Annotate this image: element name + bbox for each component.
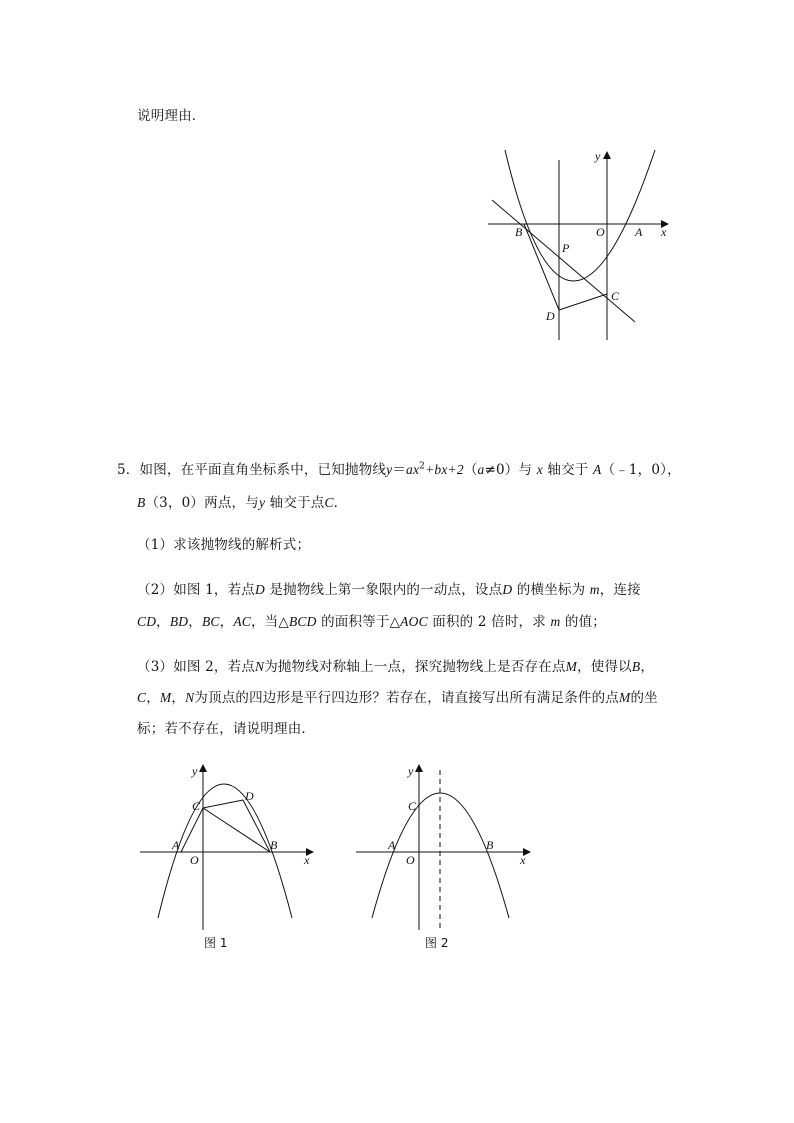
top-label-p: P xyxy=(562,241,570,255)
top-label-o: O xyxy=(596,225,605,239)
fig2-label-c: C xyxy=(408,799,417,813)
question-part2-line1: （2）如图 1，若点D 是抛物线上第一象限内的一动点，设点D 的横坐标为 m，连接 xyxy=(137,582,641,598)
top-label-d: D xyxy=(546,309,555,323)
fig1-caption: 图 1 xyxy=(204,936,228,950)
fig2-label-b: B xyxy=(486,838,494,852)
fig1-label-c: C xyxy=(192,799,201,813)
fig2-caption: 图 2 xyxy=(425,936,449,950)
fig1-label-d: D xyxy=(245,789,254,803)
question-part3-line3: 标；若不存在，请说明理由． xyxy=(137,721,316,737)
question-stem-line1: 5．如图，在平面直角坐标系中，已知抛物线$y=ax^2+bx+2(a\ne 0)$与 x 轴交于 A（﹣1，0）， xyxy=(117,461,681,478)
fig1-label-b: B xyxy=(270,838,278,852)
fig1-label-a: A xyxy=(172,838,180,852)
fig1-label-y: y xyxy=(192,764,198,778)
top-label-a: A xyxy=(635,225,643,239)
fig2-label-y: y xyxy=(408,764,414,778)
fig1-label-x: x xyxy=(304,853,310,867)
fig2-label-x: x xyxy=(520,853,526,867)
top-label-y: y xyxy=(595,149,601,163)
question-stem-line2: B（3，0）两点，与y 轴交于点C． xyxy=(137,495,348,511)
fig2-label-o: O xyxy=(406,853,415,867)
fig1-label-o: O xyxy=(190,853,199,867)
fig2-label-a: A xyxy=(388,838,396,852)
previous-question-tail: 说明理由． xyxy=(137,108,206,124)
top-label-b: B xyxy=(515,225,523,239)
question-part1: （1）求该抛物线的解析式； xyxy=(137,537,311,553)
question-part3-line1: （3）如图 2，若点N为抛物线对称轴上一点，探究抛物线上是否存在点M，使得以B， xyxy=(137,659,655,675)
question-part3-line2: C，M，N为顶点的四边形是平行四边形？若存在，请直接写出所有满足条件的点M的坐 xyxy=(137,690,658,706)
top-label-x: x xyxy=(661,225,667,239)
question-number: 5． xyxy=(117,462,140,478)
top-label-c: C xyxy=(611,289,620,303)
question-part2-line2: CD，BD，BC，AC，当△BCD 的面积等于△AOC 面积的 2 倍时，求 m 的值； xyxy=(137,614,607,630)
